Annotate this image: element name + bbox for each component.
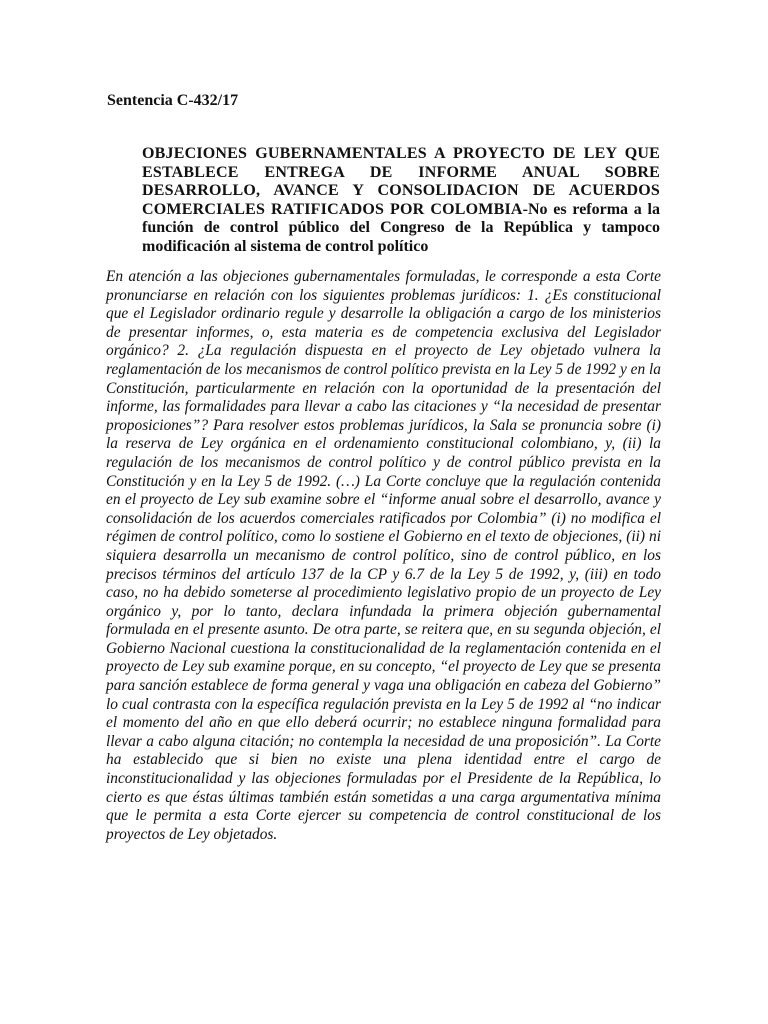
body-paragraph: En atención a las objeciones gubernamentales formuladas, le corresponde a esta Corte pronunciarse en relación con los siguientes problemas jurídicos: 1. ¿Es constitucional que el Legislador ordinario regule y desarrolle la obligación a cargo de los ministerios de presentar informes, o, esta materia es de competencia exclusiva del Legislador orgánico? 2. ¿La regulación dispuesta en el proyecto de Ley objetado vulnera la reglamentación de los mecanismos de control político prevista en la Ley 5 de 1992 y en la Constitución, particularmente en relación con la oportunidad de la presentación del informe, las formalidades para llevar a cabo las citaciones y “la necesidad de presentar proposiciones”? Para resolver estos problemas jurídicos, la Sala se pronuncia sobre (i) la reserva de Ley orgánica en el ordenamiento constitucional colombiano, y, (ii) la regulación de los mecanismos de control político y de control público prevista en la Constitución y en la Ley 5 de 1992. (…) La Corte concluye que la regulación contenida en el proyecto de Ley sub examine sobre el “informe anual sobre el desarrollo, avance y consolidación de los acuerdos comerciales ratificados por Colombia” (i) no modifica el régimen de control político, como lo sostiene el Gobierno en el texto de objeciones, (ii) ni siquiera desarrolla un mecanismo de control político, sino de control público, en los precisos términos del artículo 137 de la CP y 6.7 de la Ley 5 de 1992, y, (iii) en todo caso, no ha debido someterse al procedimiento legislativo propio de un proyecto de Ley orgánico y, por lo tanto, declara infundada la primera objeción gubernamental formulada en el presente asunto. De otra parte, se reitera que, en su segunda objeción, el Gobierno Nacional cuestiona la constitucionalidad de la reglamentación contenida en el proyecto de Ley sub examine porque, en su concepto, “el proyecto de Ley que se presenta para sanción establece de forma general y vaga una obligación en cabeza del Gobierno” lo cual contrasta con la específica regulación prevista en la Ley 5 de 1992 al “no indicar el momento del año en que ello deberá ocurrir; no establece ninguna formalidad para llevar a cabo alguna citación; no contempla la necesidad de una proposición”. La Corte ha establecido que si bien no existe una plena identidad entre el cargo de inconstitucionalidad y las objeciones formuladas por el Presidente de la República, lo cierto es que éstas últimas también están sometidas a una carga argumentativa mínima que le permita a esta Corte ejercer su competencia de control constitucional de los proyectos de Ley objetados. [106, 268, 661, 843]
heading-block [142, 145, 660, 257]
document-title: Sentencia C-432/17 [107, 92, 239, 109]
heading-rest: -No es reforma a la función de control público del Congreso de la República y tampoco modificación al sistema de control político [142, 200, 661, 255]
heading-caps: OBJECIONES GUBERNAMENTALES A PROYECTO DE LEY QUE ESTABLECE ENTREGA DE INFORME ANUAL SOBRE DESARROLLO, AVANCE Y CONSOLIDACION DE ACUERDOS COMERCIALES RATIFICADOS POR COLOMBIA [142, 145, 660, 218]
